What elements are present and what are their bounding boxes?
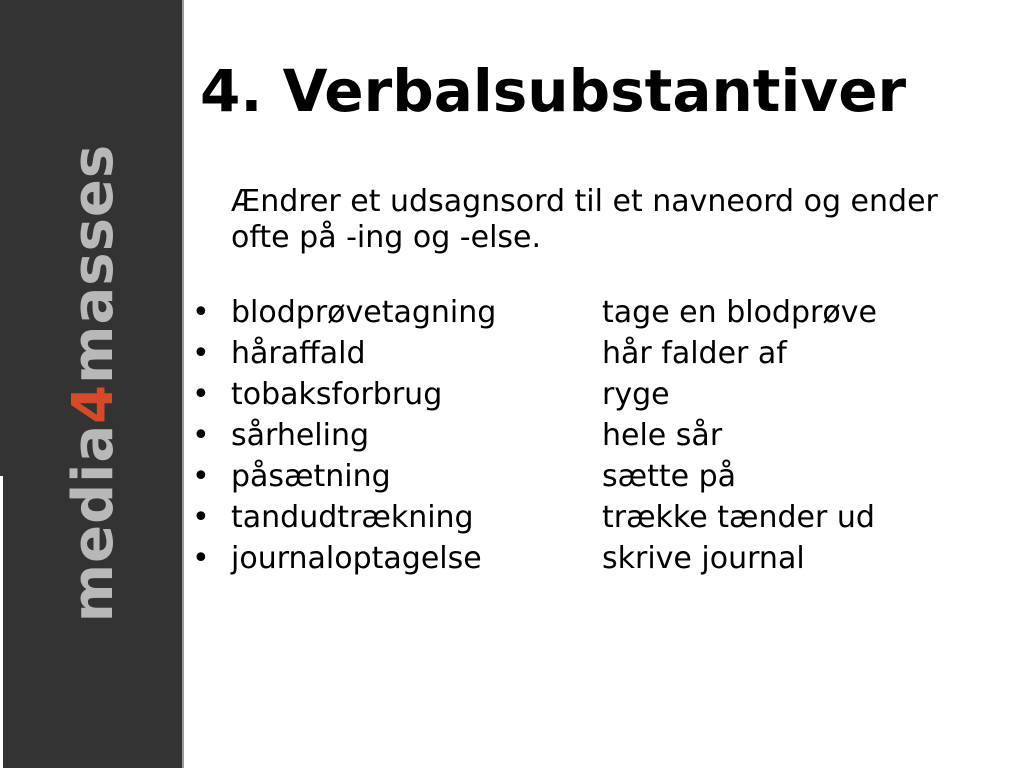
bullet-icon: •: [192, 295, 210, 330]
bullet-icon: •: [192, 541, 210, 576]
logo-accent: 4: [61, 383, 126, 424]
noun-text: blodprøvetagning: [231, 295, 497, 330]
list-item: [192, 333, 877, 374]
bullet-icon: •: [192, 418, 210, 453]
meaning-text: hele sår: [602, 418, 723, 453]
meaning-text: tage en blodprøve: [602, 295, 877, 330]
noun-text: tandudtrækning: [231, 500, 474, 535]
noun-text: tobaksforbrug: [231, 377, 443, 412]
word-list: [192, 292, 877, 579]
noun-text: journaloptagelse: [231, 541, 482, 576]
meaning-text: trække tænder ud: [602, 500, 875, 535]
sidebar: [0, 0, 184, 768]
noun-text: sårheling: [231, 418, 370, 453]
bullet-icon: •: [192, 336, 210, 371]
bullet-icon: •: [192, 377, 210, 412]
list-item: [192, 538, 877, 579]
sidebar-notch: [0, 476, 3, 768]
slide-title: 4. Verbalsubstantiver: [200, 57, 907, 125]
meaning-text: skrive journal: [602, 541, 805, 576]
list-item: [192, 292, 877, 333]
meaning-text: hår falder af: [602, 336, 787, 371]
bullet-icon: •: [192, 500, 210, 535]
list-item: [192, 415, 877, 456]
list-item: [192, 456, 877, 497]
meaning-text: ryge: [602, 377, 670, 412]
logo-suffix: masses: [61, 143, 126, 384]
bullet-icon: •: [192, 459, 210, 494]
logo-prefix: media: [61, 423, 126, 623]
intro-text: Ændrer et udsagnsord til et navneord og ender ofte på -ing og -else.: [231, 184, 938, 255]
media4masses-logo: [61, 143, 126, 623]
noun-text: påsætning: [231, 459, 391, 494]
list-item: [192, 374, 877, 415]
meaning-text: sætte på: [602, 459, 737, 494]
list-item: [192, 497, 877, 538]
noun-text: håraffald: [231, 336, 366, 371]
